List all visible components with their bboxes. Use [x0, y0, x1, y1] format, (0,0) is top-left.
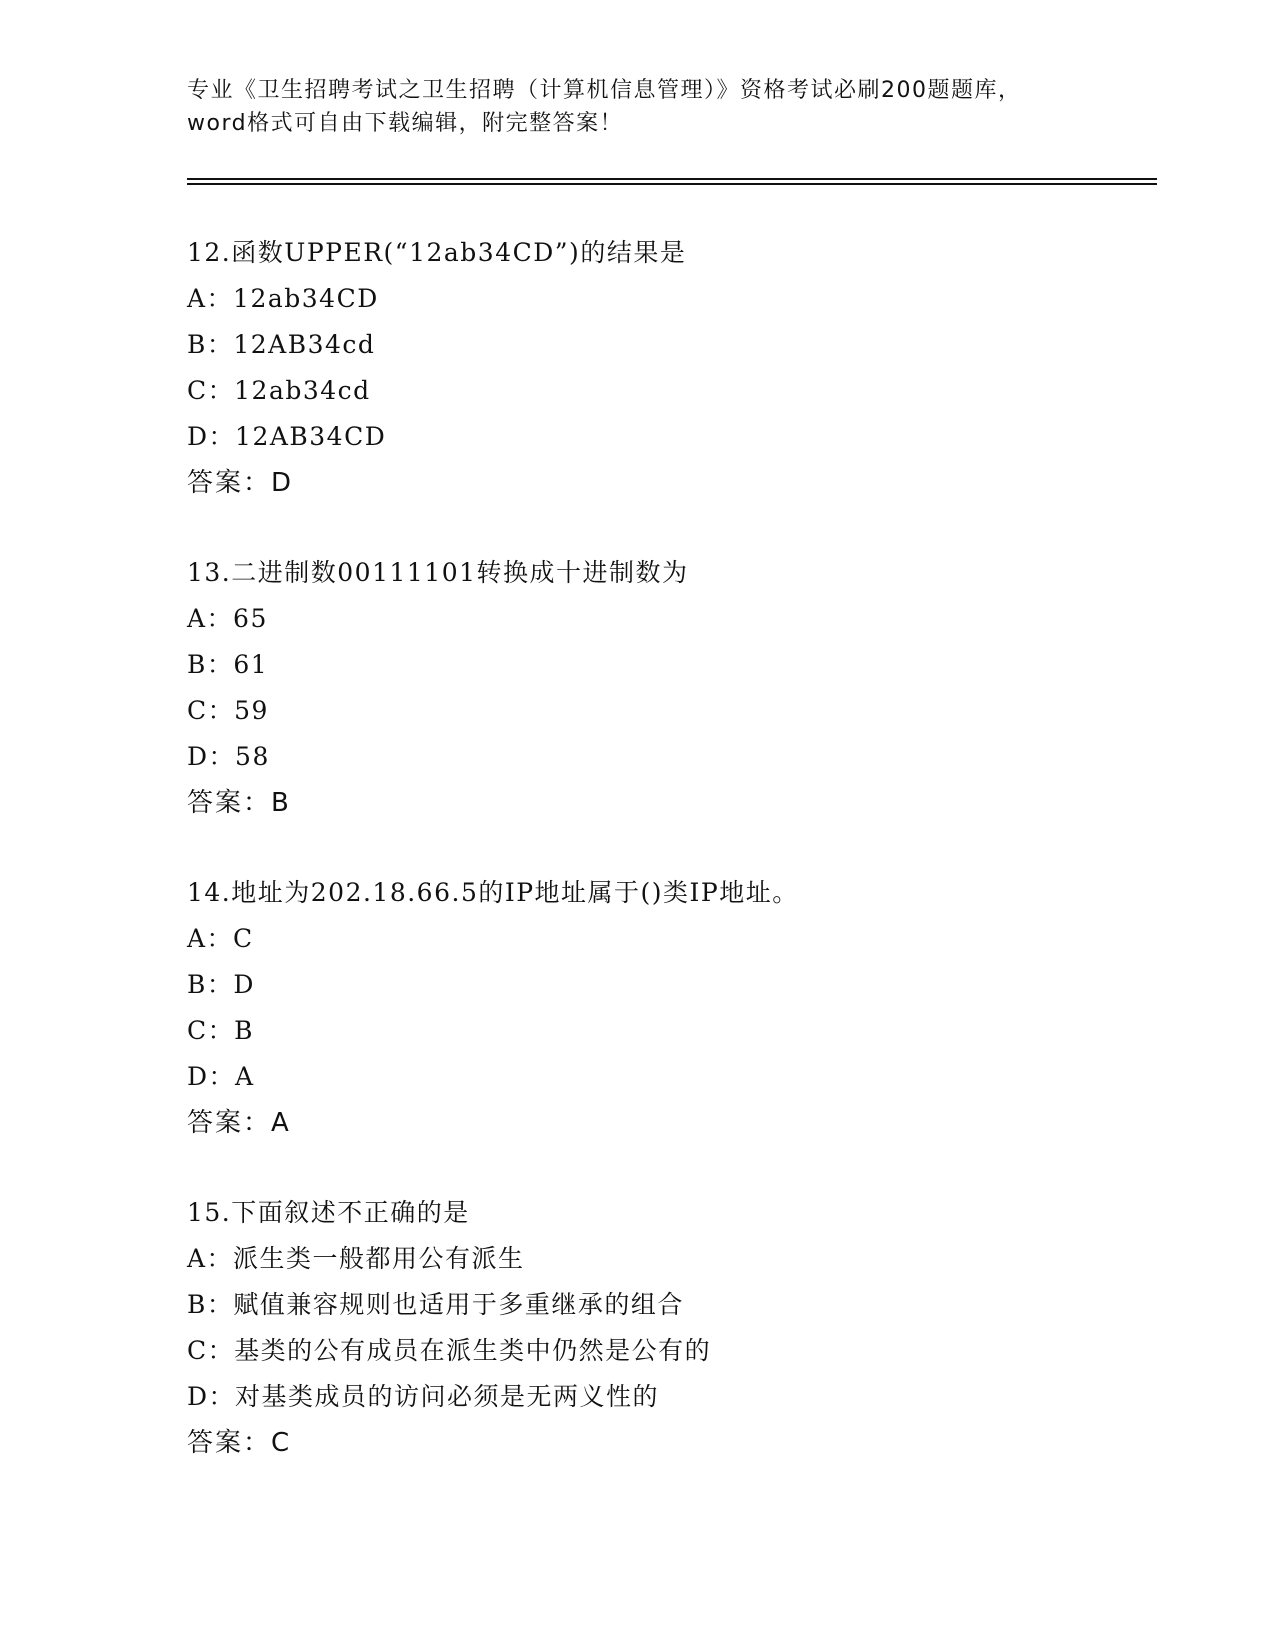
header-line-1: 专业《卫生招聘考试之卫生招聘（计算机信息管理）》资格考试必刷200题题库，: [187, 78, 1022, 103]
header-line-2: word格式可自由下载编辑，附完整答案！: [187, 111, 624, 136]
answer-value: C: [271, 1428, 291, 1458]
question-15: [187, 1190, 1147, 1466]
answer-value: D: [271, 468, 293, 498]
option-a: A：12ab34CD: [187, 284, 379, 313]
option-c: C：59: [187, 696, 269, 725]
answer-line: [187, 460, 1147, 506]
option-d: D：A: [187, 1062, 255, 1091]
answer-value: A: [271, 1108, 290, 1138]
option-d: D：58: [187, 742, 270, 771]
option-a: A：65: [187, 604, 268, 633]
answer-label: 答案：: [187, 788, 272, 818]
answer-line: [187, 780, 1147, 826]
option-b: B：61: [187, 650, 269, 679]
question-14: [187, 870, 1147, 1146]
answer-label: 答案：: [187, 468, 272, 498]
question-title: 13.二进制数00111101转换成十进制数为: [187, 558, 689, 587]
option-c: C：基类的公有成员在派生类中仍然是公有的: [187, 1336, 712, 1365]
question-12: [187, 230, 1147, 506]
option-a: A：派生类一般都用公有派生: [187, 1244, 525, 1273]
question-title: 15.下面叙述不正确的是: [187, 1198, 470, 1227]
document-header: [187, 74, 1087, 140]
header-divider-bottom: [187, 183, 1157, 185]
option-c: C：12ab34cd: [187, 376, 371, 405]
answer-value: B: [271, 788, 290, 818]
question-title: 14.地址为202.18.66.5的IP地址属于()类IP地址。: [187, 878, 799, 907]
answer-label: 答案：: [187, 1108, 272, 1138]
header-divider-top: [187, 178, 1157, 180]
option-d: D：12AB34CD: [187, 422, 387, 451]
option-d: D：对基类成员的访问必须是无两义性的: [187, 1382, 660, 1411]
option-b: B：D: [187, 970, 255, 999]
option-b: B：赋值兼容规则也适用于多重继承的组合: [187, 1290, 684, 1319]
option-c: C：B: [187, 1016, 255, 1045]
answer-label: 答案：: [187, 1428, 272, 1458]
option-a: A：C: [187, 924, 254, 953]
option-b: B：12AB34cd: [187, 330, 376, 359]
question-13: [187, 550, 1147, 826]
answer-line: [187, 1100, 1147, 1146]
answer-line: [187, 1420, 1147, 1466]
question-title: 12.函数UPPER(“12ab34CD”)的结果是: [187, 238, 687, 267]
